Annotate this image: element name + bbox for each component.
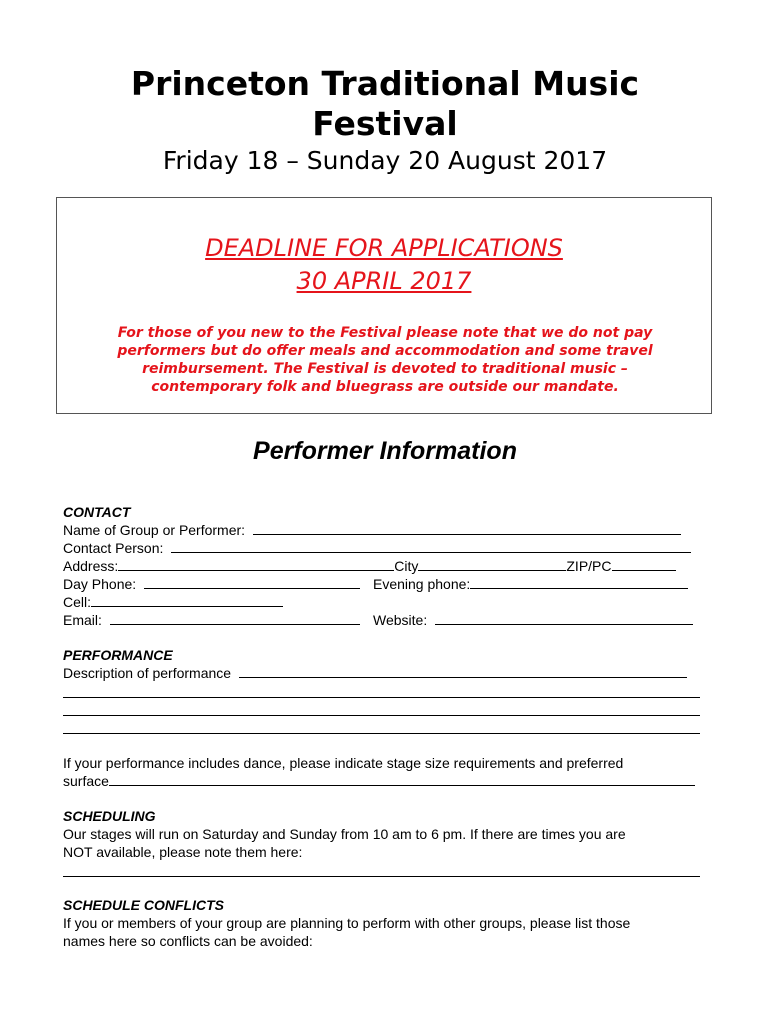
contact-person-label: Contact Person: bbox=[63, 540, 164, 556]
cell-row bbox=[63, 593, 283, 611]
scheduling-line-1: Our stages will run on Saturday and Sunday from 10 am to 6 pm. If there are times you are bbox=[63, 826, 626, 842]
notice-text-line-2: performers but do offer meals and accommodation and some travel bbox=[117, 343, 653, 359]
phone-row bbox=[63, 575, 360, 593]
cell-field[interactable] bbox=[91, 593, 283, 607]
city-label: City bbox=[394, 558, 419, 574]
deadline-heading bbox=[57, 232, 711, 298]
title-line-1: Princeton Traditional Music bbox=[130, 64, 640, 103]
day-phone-label: Day Phone: bbox=[63, 576, 137, 592]
dance-line-1: If your performance includes dance, please indicate stage size requirements and preferred bbox=[63, 755, 624, 771]
notice-text-line-3: reimbursement. The Festival is devoted to traditional music – bbox=[142, 361, 628, 377]
description-line-4[interactable] bbox=[63, 733, 700, 734]
conflicts-caption: SCHEDULE CONFLICTS bbox=[63, 897, 224, 913]
page-title bbox=[0, 64, 770, 144]
deadline-notice-box bbox=[56, 197, 712, 414]
website-field[interactable] bbox=[435, 611, 693, 625]
contact-person-row bbox=[63, 539, 691, 557]
evening-phone-field[interactable] bbox=[470, 575, 688, 589]
day-phone-field[interactable] bbox=[144, 575, 360, 589]
description-line-2[interactable] bbox=[63, 697, 700, 698]
conflicts-line-1: If you or members of your group are planning to perform with other groups, please list those bbox=[63, 915, 631, 931]
email-row bbox=[63, 611, 360, 629]
notice-text bbox=[87, 324, 683, 396]
website-label: Website: bbox=[373, 612, 428, 628]
address-field[interactable] bbox=[118, 557, 394, 571]
festival-dates: Friday 18 – Sunday 20 August 2017 bbox=[162, 146, 608, 175]
contact-person-field[interactable] bbox=[171, 539, 691, 553]
address-label: Address: bbox=[63, 558, 119, 574]
evening-phone-row bbox=[373, 575, 688, 593]
contact-caption: CONTACT bbox=[63, 504, 131, 520]
conflicts-line-2: names here so conflicts can be avoided: bbox=[63, 933, 313, 949]
surface-field[interactable] bbox=[109, 772, 695, 786]
title-line-2: Festival bbox=[312, 104, 458, 143]
zip-field[interactable] bbox=[612, 557, 676, 571]
scheduling-caption: SCHEDULING bbox=[63, 808, 156, 824]
dance-row bbox=[63, 772, 695, 790]
email-field[interactable] bbox=[110, 611, 360, 625]
description-row bbox=[63, 664, 687, 682]
surface-label: surface bbox=[63, 773, 109, 789]
name-row bbox=[63, 521, 681, 539]
description-line-3[interactable] bbox=[63, 715, 700, 716]
evening-phone-label: Evening phone: bbox=[373, 576, 471, 592]
name-field[interactable] bbox=[253, 521, 681, 535]
deadline-line-1: DEADLINE FOR APPLICATIONS bbox=[205, 234, 563, 262]
deadline-line-2: 30 APRIL 2017 bbox=[296, 267, 472, 295]
address-row bbox=[63, 557, 676, 575]
cell-label: Cell: bbox=[63, 594, 92, 610]
section-heading: Performer Information bbox=[253, 437, 517, 465]
description-label: Description of performance bbox=[63, 665, 232, 681]
scheduling-field[interactable] bbox=[63, 876, 700, 877]
email-label: Email: bbox=[63, 612, 102, 628]
zip-label: ZIP/PC bbox=[566, 558, 612, 574]
city-field[interactable] bbox=[418, 557, 566, 571]
description-field[interactable] bbox=[239, 664, 687, 678]
website-row bbox=[373, 611, 693, 629]
notice-text-line-1: For those of you new to the Festival please note that we do not pay bbox=[117, 325, 653, 341]
scheduling-line-2: NOT available, please note them here: bbox=[63, 844, 303, 860]
performance-caption: PERFORMANCE bbox=[63, 647, 173, 663]
notice-text-line-4: contemporary folk and bluegrass are outside our mandate. bbox=[151, 379, 619, 395]
name-label: Name of Group or Performer: bbox=[63, 522, 246, 538]
